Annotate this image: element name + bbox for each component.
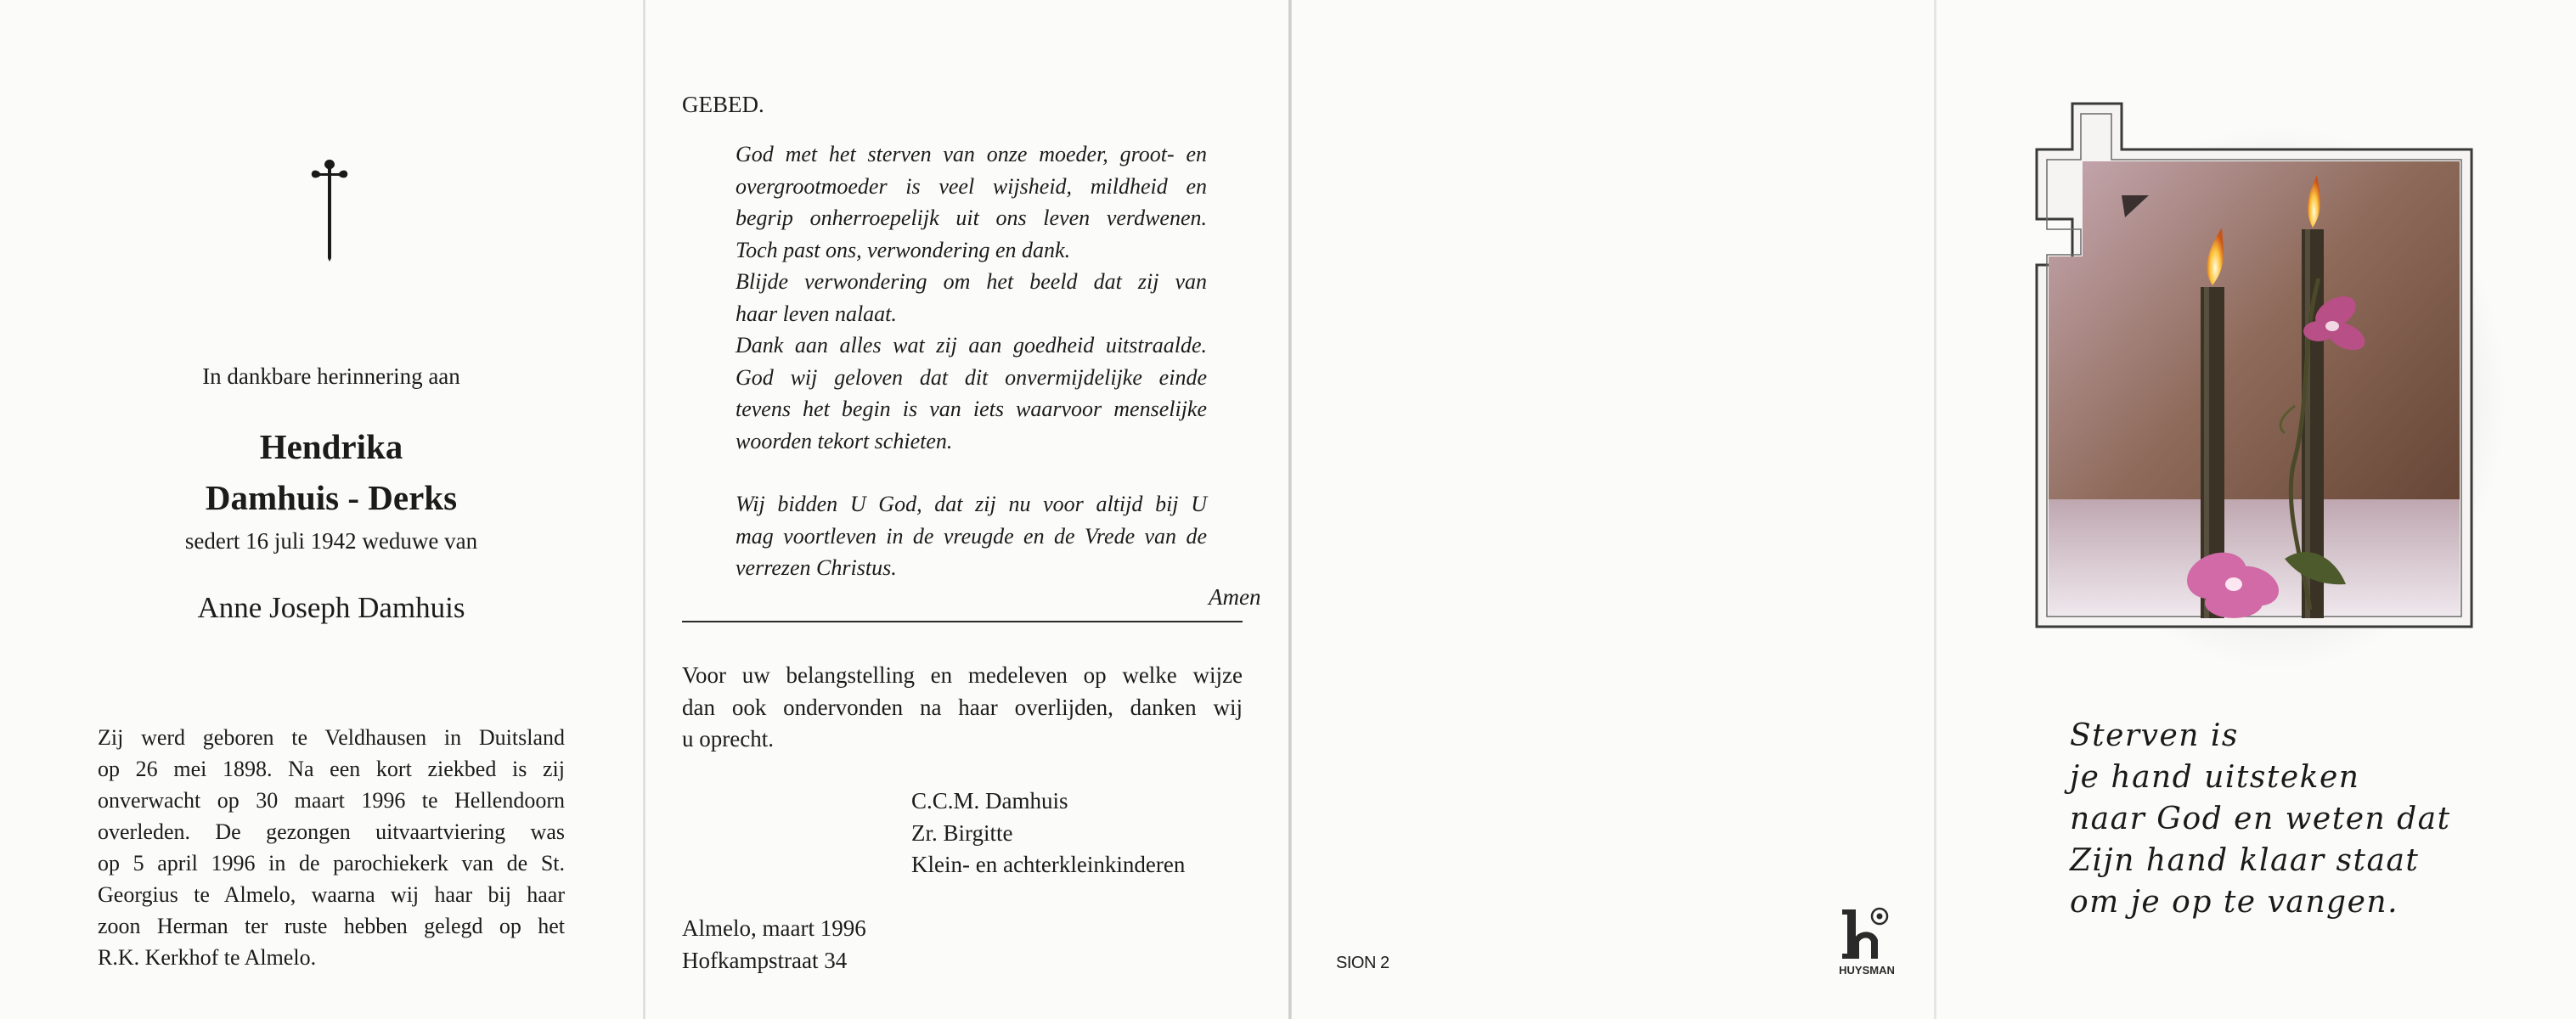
signer: Zr. Birgitte [911,819,1013,846]
prayer-line: verrezen Christus. [736,555,897,580]
printer-logo [1837,903,1897,979]
biography [98,722,565,973]
bio-line: op 5 april 1996 in de parochiekerk van de St. [98,851,565,875]
thanks-text [682,660,1243,756]
cross-icon [308,156,351,263]
amen: Amen [1209,584,1261,610]
bio-line: onverwacht op 30 maart 1996 te Hellendoorn [98,788,565,813]
dedication-intro: In dankbare herinnering aan [202,363,460,389]
signer: C.C.M. Damhuis [911,788,1068,814]
thanks-line: u oprecht. [682,726,774,752]
signer: Klein- en achterkleinkinderen [911,852,1186,877]
prayer-line: begrip onherroepelijk uit ons leven verdwenen. [736,205,1207,230]
poem-line: naar God en weten dat [2070,802,2451,836]
prayer-line: mag voortleven in de vreugde en de Vrede van de [736,523,1207,549]
husband-name: Anne Joseph Damhuis [197,591,465,624]
address: Hofkampstraat 34 [682,947,848,973]
signers [911,785,1185,881]
widow-line: sedert 16 juli 1942 weduwe van [184,528,478,554]
logo-text: HUYSMAN [1839,964,1895,977]
candles-picture [2030,100,2506,669]
prayer-line: woorden tekort schieten. [736,428,953,453]
bio-line: R.K. Kerkhof te Almelo. [98,945,317,970]
prayer-text [736,138,1207,584]
poem [2070,715,2451,923]
thanks-line: dan ook ondervonden na haar overlijden, danken wij [682,694,1243,720]
poem-line: Zijn hand klaar staat [2070,843,2420,878]
bio-line: overleden. De gezongen uitvaartviering was [98,819,565,844]
prayer-line: Dank aan alles wat zij aan goedheid uitstraalde. [736,333,1207,357]
prayer-line: God met het sterven van onze moeder, groot- en [736,142,1207,166]
panel-back [1291,0,1936,1019]
place-date: Almelo, maart 1996 [682,915,866,941]
poem-line: om je op te vangen. [2070,885,2399,920]
bio-line: op 26 mei 1898. Na een kort ziekbed is zij [98,757,565,781]
prayer-gap [736,457,1207,488]
panel-prayer [645,0,1291,1019]
prayer-line: God wij geloven dat dit onvermijdelijke einde [736,364,1207,390]
panel-obituary [0,0,645,1019]
deceased-first-name: Hendrika [259,427,403,466]
place-and-address [682,913,866,977]
bio-line: Zij werd geboren te Veldhausen in Duitsland [98,725,565,750]
prayer-line: overgrootmoeder is veel wijsheid, mildheid en [736,173,1207,199]
deceased-surname: Damhuis - Derks [205,478,458,517]
divider-rule [682,621,1243,622]
poem-line: Sterven is [2070,718,2239,753]
prayer-line: Toch past ons, verwondering en dank. [736,237,1071,262]
panel-front [1936,0,2576,1019]
poem-line: je hand uitsteken [2070,760,2360,795]
print-code: SION 2 [1336,954,1389,972]
prayer-line: haar leven nalaat. [736,301,897,326]
prayer-title: GEBED. [682,92,764,117]
bio-line: zoon Herman ter ruste hebben gelegd op het [98,914,565,938]
thanks-line: Voor uw belangstelling en medeleven op welke wijze [682,662,1243,688]
prayer-line: Wij bidden U God, dat zij nu voor altijd bij U [736,492,1207,516]
bio-line: Georgius te Almelo, waarna wij haar bij haar [98,882,565,907]
prayer-line: tevens het begin is van iets waarvoor menselijke [736,397,1207,421]
prayer-line: Blijde verwondering om het beeld dat zij van [736,269,1207,294]
